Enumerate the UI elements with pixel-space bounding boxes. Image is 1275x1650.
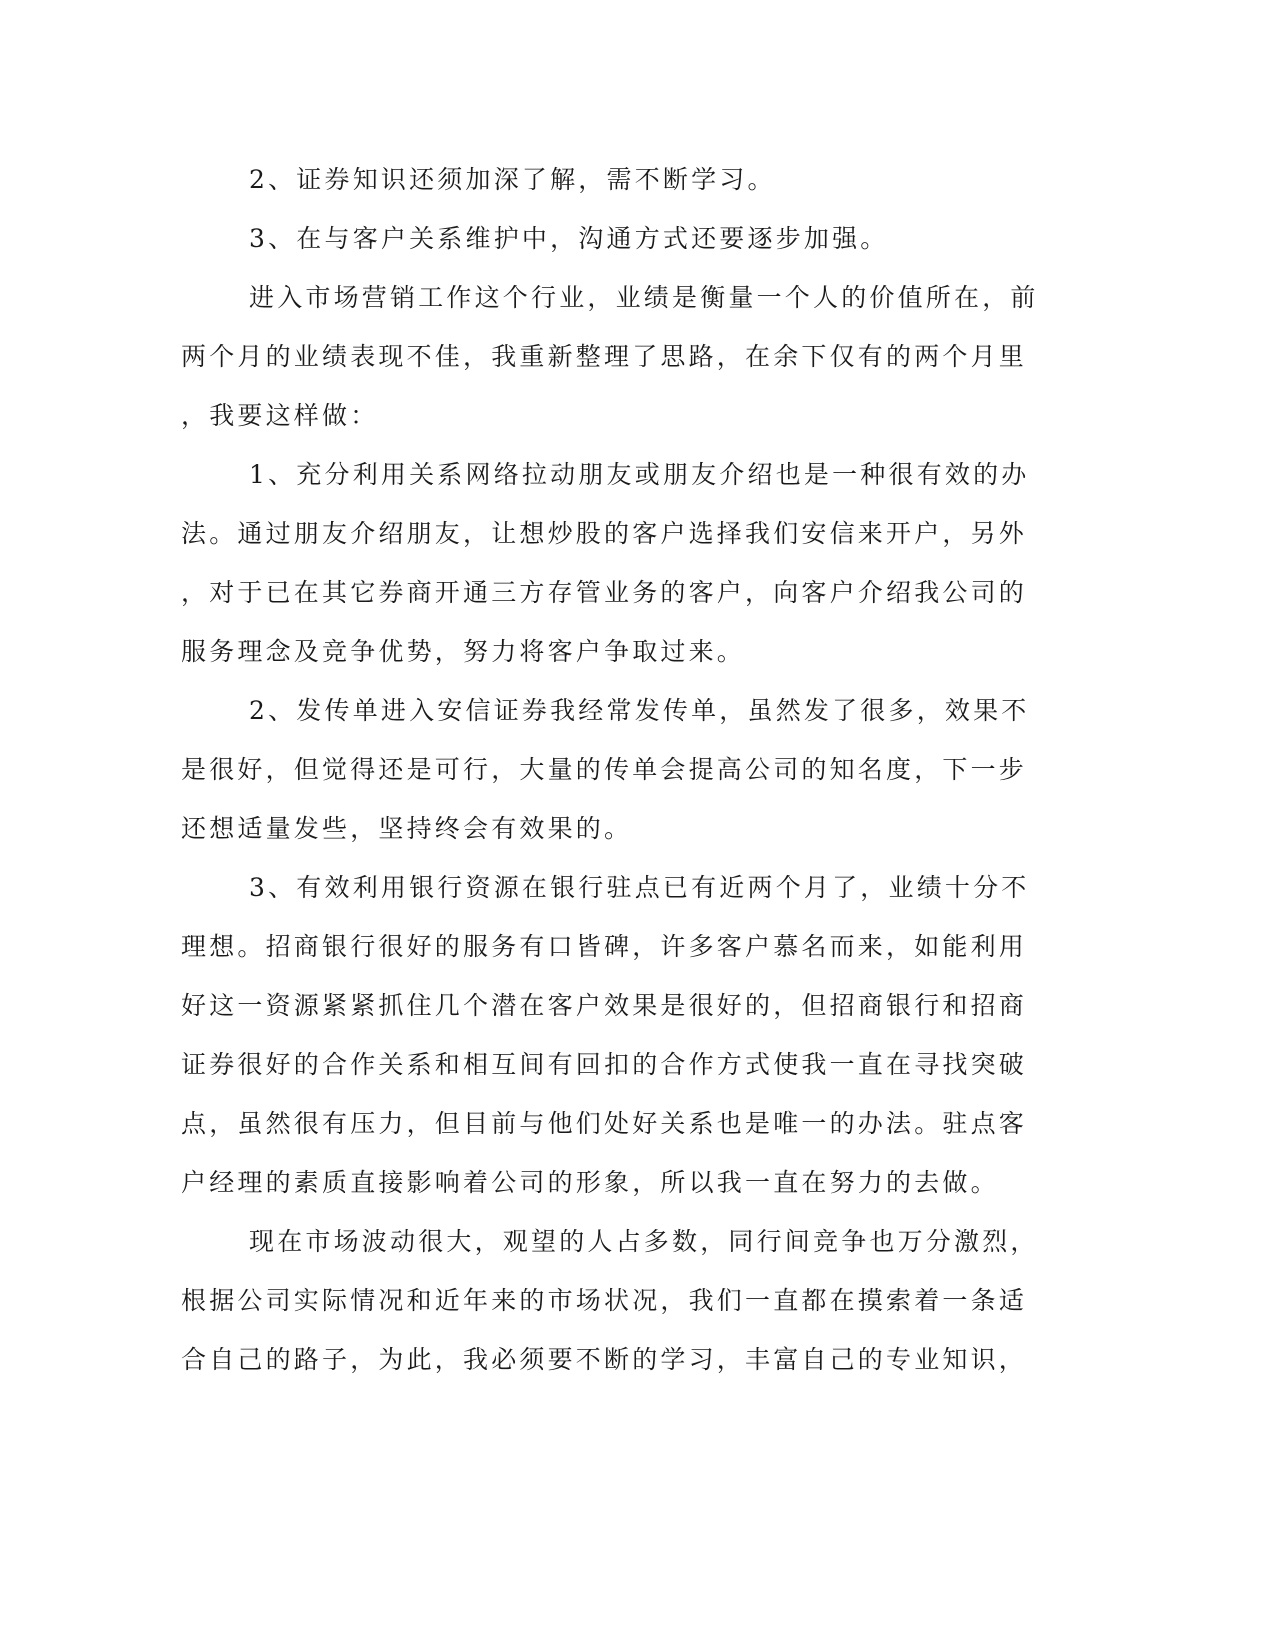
text-line: 理想。招商银行很好的服务有口皆碑，许多客户慕名而来，如能利用 — [181, 932, 1028, 961]
text-line: 2、证券知识还须加深了解，需不断学习。 — [249, 165, 776, 194]
text-line: 法。通过朋友介绍朋友，让想炒股的客户选择我们安信来开户，另外 — [181, 519, 1028, 548]
text-line: 现在市场波动很大，观望的人占多数，同行间竞争也万分激烈， — [249, 1227, 1039, 1256]
text-line: 是很好，但觉得还是可行，大量的传单会提高公司的知名度，下一步 — [181, 755, 1028, 784]
text-line: 合自己的路子，为此，我必须要不断的学习，丰富自己的专业知识， — [181, 1345, 1028, 1374]
text-line: 服务理念及竞争优势，努力将客户争取过来。 — [181, 637, 746, 666]
text-line: 户经理的素质直接影响着公司的形象，所以我一直在努力的去做。 — [181, 1168, 999, 1197]
text-line: 点，虽然很有压力，但目前与他们处好关系也是唯一的办法。驻点客 — [181, 1109, 1028, 1138]
text-line: 两个月的业绩表现不佳，我重新整理了思路，在余下仅有的两个月里 — [181, 342, 1028, 371]
text-line: 3、有效利用银行资源在银行驻点已有近两个月了，业绩十分不 — [249, 873, 1030, 902]
document-body — [181, 160, 1039, 1399]
text-line: 根据公司实际情况和近年来的市场状况，我们一直都在摸索着一条适 — [181, 1286, 1028, 1315]
text-line: 还想适量发些，坚持终会有效果的。 — [181, 814, 633, 843]
text-line: ，对于已在其它券商开通三方存管业务的客户，向客户介绍我公司的 — [181, 578, 1028, 607]
text-line: 证券很好的合作关系和相互间有回扣的合作方式使我一直在寻找突破 — [181, 1050, 1028, 1079]
text-line: 1、充分利用关系网络拉动朋友或朋友介绍也是一种很有效的办 — [249, 460, 1030, 489]
text-line: 3、在与客户关系维护中，沟通方式还要逐步加强。 — [249, 224, 889, 253]
text-line: 好这一资源紧紧抓住几个潜在客户效果是很好的，但招商银行和招商 — [181, 991, 1028, 1020]
text-line: 2、发传单进入安信证券我经常发传单，虽然发了很多，效果不 — [249, 696, 1030, 725]
text-line: ，我要这样做： — [181, 401, 379, 430]
text-line: 进入市场营销工作这个行业，业绩是衡量一个人的价值所在，前 — [249, 283, 1039, 312]
